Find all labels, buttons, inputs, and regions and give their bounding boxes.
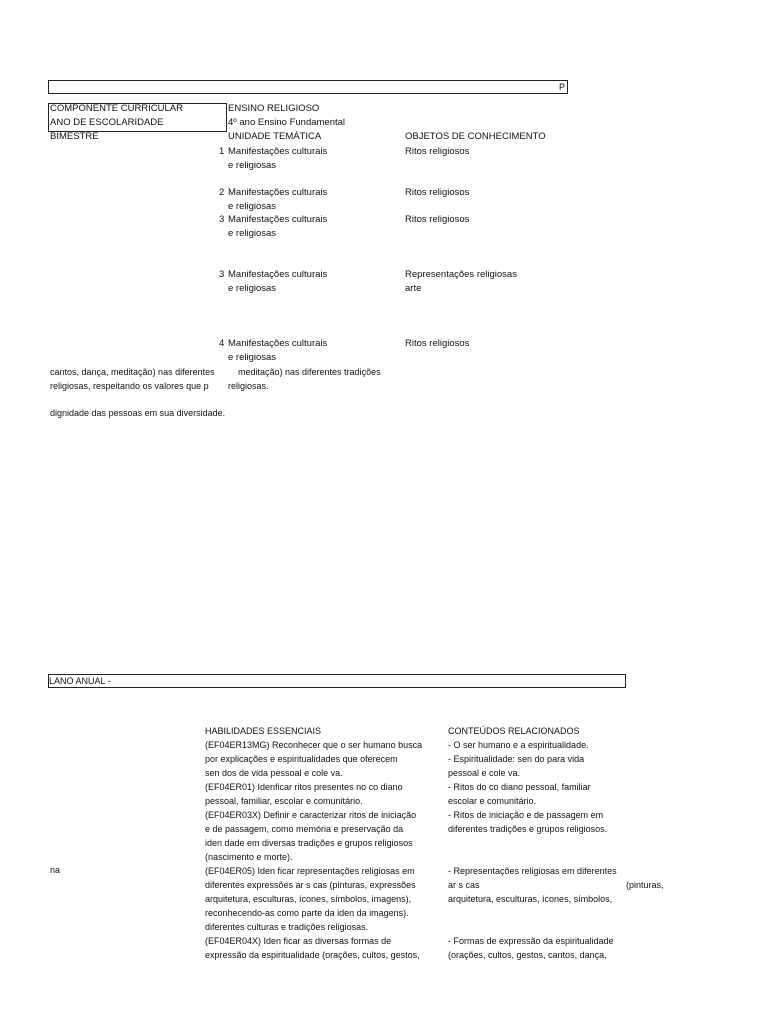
overflow-line-1-right: meditação) nas diferentes tradições	[238, 367, 381, 377]
row-number: 3	[219, 214, 225, 225]
unidade-line-2: e religiosas	[228, 283, 277, 294]
side-fragment: na	[50, 865, 61, 875]
objeto-line-1: Ritos religiosos	[405, 187, 470, 198]
objeto-line-1: Ritos religiosos	[405, 214, 470, 225]
conteudo-line: - Ritos de iniciação e de passagem em	[448, 810, 604, 820]
habilidade-line: arquitetura, esculturas, ícones, símbolos, imagens),	[205, 894, 412, 904]
conteudo-line: diferentes tradições e grupos religiosos.	[448, 824, 608, 834]
componente-label: COMPONENTE CURRICULAR	[50, 103, 184, 114]
unidade-line-1: Manifestações culturais	[228, 269, 328, 280]
habilidade-line: iden dade em diversas tradições e grupos religiosos	[205, 838, 413, 848]
conteudo-line: - Ritos do co diano pessoal, familiar	[448, 782, 591, 792]
conteudo-line: - Espiritualidade: sen do para vida	[448, 754, 585, 764]
overflow-line-1-left: cantos, dança, meditação) nas diferentes	[50, 367, 215, 377]
conteudo-line: - O ser humano e a espiritualidade.	[448, 740, 589, 750]
unidade-line-1: Manifestações culturais	[228, 214, 328, 225]
top-bar-fragment: P	[558, 82, 565, 92]
unidade-line-2: e religiosas	[228, 201, 277, 212]
habilidade-line: (EF04ER13MG) Reconhecer que o ser humano busca	[205, 740, 423, 750]
habilidade-line: (EF04ER05) Iden ficar representações religiosas em	[205, 866, 415, 876]
habilidade-line: e de passagem, como memória e preservação da	[205, 824, 404, 834]
unidade-header: UNIDADE TEMÁTICA	[228, 131, 322, 142]
unidade-line-1: Manifestações culturais	[228, 338, 328, 349]
bimestre-label: BIMESTRE	[50, 131, 99, 142]
habilidade-line: por explicações e espiritualidades que oferecem	[205, 754, 398, 764]
conteudo-line: (orações, cultos, gestos, cantos, dança,	[448, 950, 607, 960]
plan-bar	[48, 674, 626, 688]
row-number: 4	[219, 338, 225, 349]
objeto-line-1: Ritos religiosos	[405, 338, 470, 349]
objeto-line-1: Ritos religiosos	[405, 146, 470, 157]
habilidade-line: (EF04ER04X) Iden ficar as diversas formas de	[205, 936, 392, 946]
conteudo-line: arquitetura, esculturas, ícones, símbolos,	[448, 894, 613, 904]
unidade-line-1: Manifestações culturais	[228, 146, 328, 157]
row-number: 2	[219, 187, 225, 198]
objeto-line-1: Representações religiosas	[405, 269, 517, 280]
row-number: 1	[219, 146, 225, 157]
habilidade-line: (EF04ER03X) Definir e caracterizar ritos de iniciação	[205, 810, 417, 820]
habilidade-line: reconhecendo-as como parte da iden da imagens).	[205, 908, 409, 918]
habilidade-line: expressão da espiritualidade (orações, cultos, gestos,	[205, 950, 420, 960]
overflow-line-2-right: religiosas.	[228, 381, 269, 391]
conteudo-extra: (pinturas,	[626, 880, 664, 890]
conteudo-line: ar s cas	[448, 880, 480, 890]
row-number: 3	[219, 269, 225, 280]
habilidade-line: pessoal, familiar, escolar e comunitário.	[205, 796, 363, 806]
habilidades-header: HABILIDADES ESSENCIAIS	[205, 726, 322, 736]
conteudos-header: CONTEÚDOS RELACIONADOS	[448, 726, 580, 736]
overflow-line-2-left: religiosas, respeitando os valores que p	[50, 381, 209, 391]
habilidade-line: (EF04ER01) Idenficar ritos presentes no co diano	[205, 782, 403, 792]
plan-bar-text: LANO ANUAL -	[49, 676, 111, 686]
conteudo-line: escolar e comunitário.	[448, 796, 537, 806]
objeto-line-2: arte	[405, 283, 422, 294]
ano-value: 4º ano Ensino Fundamental	[228, 117, 346, 128]
habilidade-line: (nascimento e morte).	[205, 852, 293, 862]
habilidade-line: sen dos de vida pessoal e cole va.	[205, 768, 343, 778]
conteudo-line: - Formas de expressão da espiritualidade	[448, 936, 614, 946]
conteudo-line: pessoal e cole va.	[448, 768, 521, 778]
objetos-header: OBJETOS DE CONHECIMENTO	[405, 131, 546, 142]
overflow-line-3: dignidade das pessoas em sua diversidade.	[50, 408, 226, 418]
unidade-line-2: e religiosas	[228, 160, 277, 171]
habilidade-line: diferentes culturas e tradições religiosas.	[205, 922, 369, 932]
ano-label: ANO DE ESCOLARIDADE	[50, 117, 164, 128]
componente-value: ENSINO RELIGIOSO	[228, 103, 320, 114]
top-bar	[48, 80, 568, 94]
unidade-line-1: Manifestações culturais	[228, 187, 328, 198]
unidade-line-2: e religiosas	[228, 228, 277, 239]
conteudo-line: - Representações religiosas em diferentes	[448, 866, 617, 876]
habilidade-line: diferentes expressões ar s cas (pinturas, expressões	[205, 880, 416, 890]
unidade-line-2: e religiosas	[228, 352, 277, 363]
